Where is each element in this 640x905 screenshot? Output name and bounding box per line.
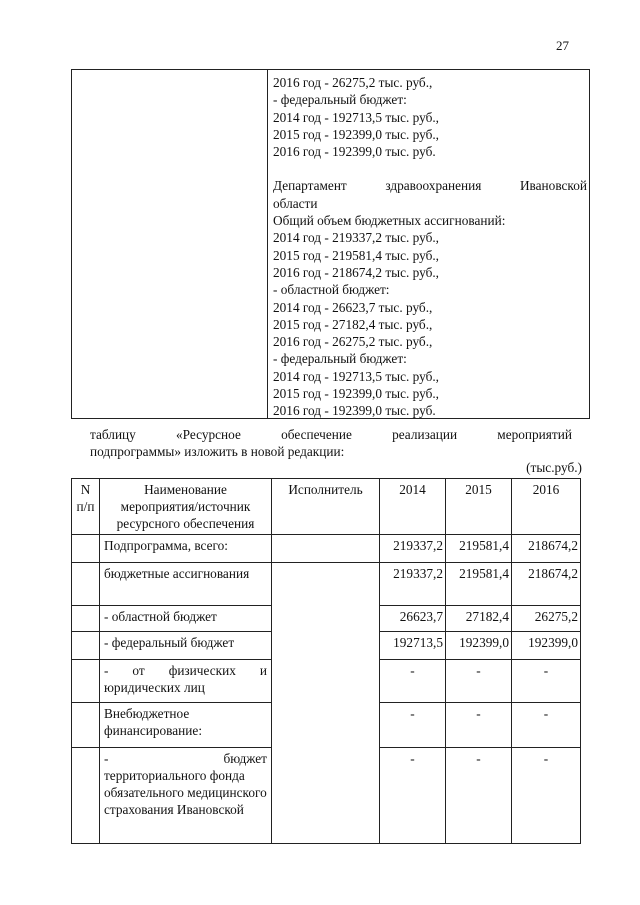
value-2016: 26275,2	[512, 606, 581, 632]
value-2015: 219581,4	[446, 535, 512, 563]
header-executor: Исполнитель	[272, 479, 380, 535]
table-row	[72, 660, 581, 703]
row-num	[72, 632, 100, 660]
row-executor	[272, 563, 380, 606]
row-name: - областной бюджет	[100, 606, 272, 632]
funding-line: 2016 год - 26275,2 тыс. руб.,	[273, 75, 433, 90]
table-row	[72, 606, 581, 632]
value-2014: 219337,2	[380, 535, 446, 563]
unit-note: (тыс.руб.)	[526, 460, 582, 475]
value-2015: -	[446, 748, 512, 844]
row-num	[72, 703, 100, 748]
row-num	[72, 563, 100, 606]
page-number: 27	[556, 38, 569, 53]
name-line: территориального фонда обязательного медицинского страхования Ивановской	[104, 768, 267, 817]
department-heading	[273, 177, 587, 194]
name-word: бюджет	[223, 751, 267, 766]
value-2016: -	[512, 660, 581, 703]
value-2015: -	[446, 660, 512, 703]
value-2014: 26623,7	[380, 606, 446, 632]
header-num: N п/п	[72, 479, 100, 535]
paragraph-word: «Ресурсное	[176, 427, 241, 442]
funding-line: 2015 год - 27182,4 тыс. руб.,	[273, 316, 433, 332]
row-name: - федеральный бюджет	[100, 632, 272, 660]
name-word: и	[259, 663, 267, 678]
paragraph-line: подпрограммы» изложить в новой редакции:	[90, 444, 345, 459]
funding-line: 2015 год - 192399,0 тыс. руб.,	[273, 126, 439, 142]
paragraph-line	[90, 426, 572, 443]
row-num	[72, 535, 100, 563]
funding-line: 2016 год - 192399,0 тыс. руб.	[273, 144, 436, 160]
column-divider	[267, 70, 268, 418]
row-name	[100, 660, 272, 703]
row-executor	[272, 703, 380, 748]
row-executor	[272, 748, 380, 844]
header-year-2015: 2015	[446, 479, 512, 535]
header-year-2016: 2016	[512, 479, 581, 535]
row-name	[100, 748, 272, 844]
table-row	[72, 748, 581, 844]
funding-line: 2014 год - 26623,7 тыс. руб.,	[273, 299, 433, 315]
table-row	[72, 703, 581, 748]
funding-line: - федеральный бюджет:	[273, 92, 407, 108]
row-executor	[272, 535, 380, 563]
value-2014: -	[380, 703, 446, 748]
funding-line: 2016 год - 26275,2 тыс. руб.,	[273, 334, 433, 350]
paragraph-word: мероприятий	[497, 427, 572, 442]
funding-line: - федеральный бюджет:	[273, 351, 407, 367]
value-2014: 219337,2	[380, 563, 446, 606]
department-word: Ивановской	[519, 178, 587, 194]
table-row	[72, 535, 581, 563]
funding-text	[273, 74, 587, 420]
value-2016: 218674,2	[512, 535, 581, 563]
department-word: здравоохранения	[385, 178, 482, 194]
header-name: Наименование мероприятия/источник ресурсного обеспечения	[100, 479, 272, 535]
funding-line: 2014 год - 192713,5 тыс. руб.,	[273, 109, 439, 125]
row-num	[72, 748, 100, 844]
funding-line: 2014 год - 219337,2 тыс. руб.,	[273, 230, 439, 246]
paragraph-word: таблицу	[90, 427, 136, 442]
value-2014: -	[380, 748, 446, 844]
table-row	[72, 632, 581, 660]
funding-line: области	[273, 195, 318, 211]
row-name: Подпрограмма, всего:	[100, 535, 272, 563]
paragraph-word: реализации	[392, 427, 458, 442]
name-word: от	[132, 663, 145, 678]
row-num	[72, 660, 100, 703]
row-name: бюджетные ассигнования	[100, 563, 272, 606]
value-2015: 192399,0	[446, 632, 512, 660]
funding-line: 2016 год - 192399,0 тыс. руб.	[273, 403, 436, 419]
resource-table	[71, 478, 581, 844]
name-word: -	[104, 751, 109, 766]
value-2014: 192713,5	[380, 632, 446, 660]
funding-line: Общий объем бюджетных ассигнований:	[273, 213, 506, 229]
value-2015: 27182,4	[446, 606, 512, 632]
name-line: юридических лиц	[104, 680, 205, 695]
funding-line: 2014 год - 192713,5 тыс. руб.,	[273, 368, 439, 384]
value-2015: 219581,4	[446, 563, 512, 606]
table-header-row	[72, 479, 581, 535]
department-word: Департамент	[273, 178, 347, 194]
row-executor	[272, 632, 380, 660]
row-executor	[272, 606, 380, 632]
instruction-paragraph	[90, 426, 572, 460]
value-2016: -	[512, 703, 581, 748]
name-word: физических	[168, 663, 236, 678]
funding-line: 2016 год - 218674,2 тыс. руб.,	[273, 264, 439, 280]
row-num	[72, 606, 100, 632]
value-2015: -	[446, 703, 512, 748]
spacer	[273, 160, 587, 177]
row-executor	[272, 660, 380, 703]
value-2016: 218674,2	[512, 563, 581, 606]
funding-line: 2015 год - 192399,0 тыс. руб.,	[273, 386, 439, 402]
name-word: -	[104, 663, 109, 678]
table-row	[72, 563, 581, 606]
value-2014: -	[380, 660, 446, 703]
value-2016: 192399,0	[512, 632, 581, 660]
funding-line: 2015 год - 219581,4 тыс. руб.,	[273, 247, 439, 263]
value-2016: -	[512, 748, 581, 844]
funding-line: - областной бюджет:	[273, 282, 390, 298]
row-name: Внебюджетное финансирование:	[100, 703, 272, 748]
header-year-2014: 2014	[380, 479, 446, 535]
paragraph-word: обеспечение	[281, 427, 352, 442]
continuation-table	[71, 69, 590, 419]
